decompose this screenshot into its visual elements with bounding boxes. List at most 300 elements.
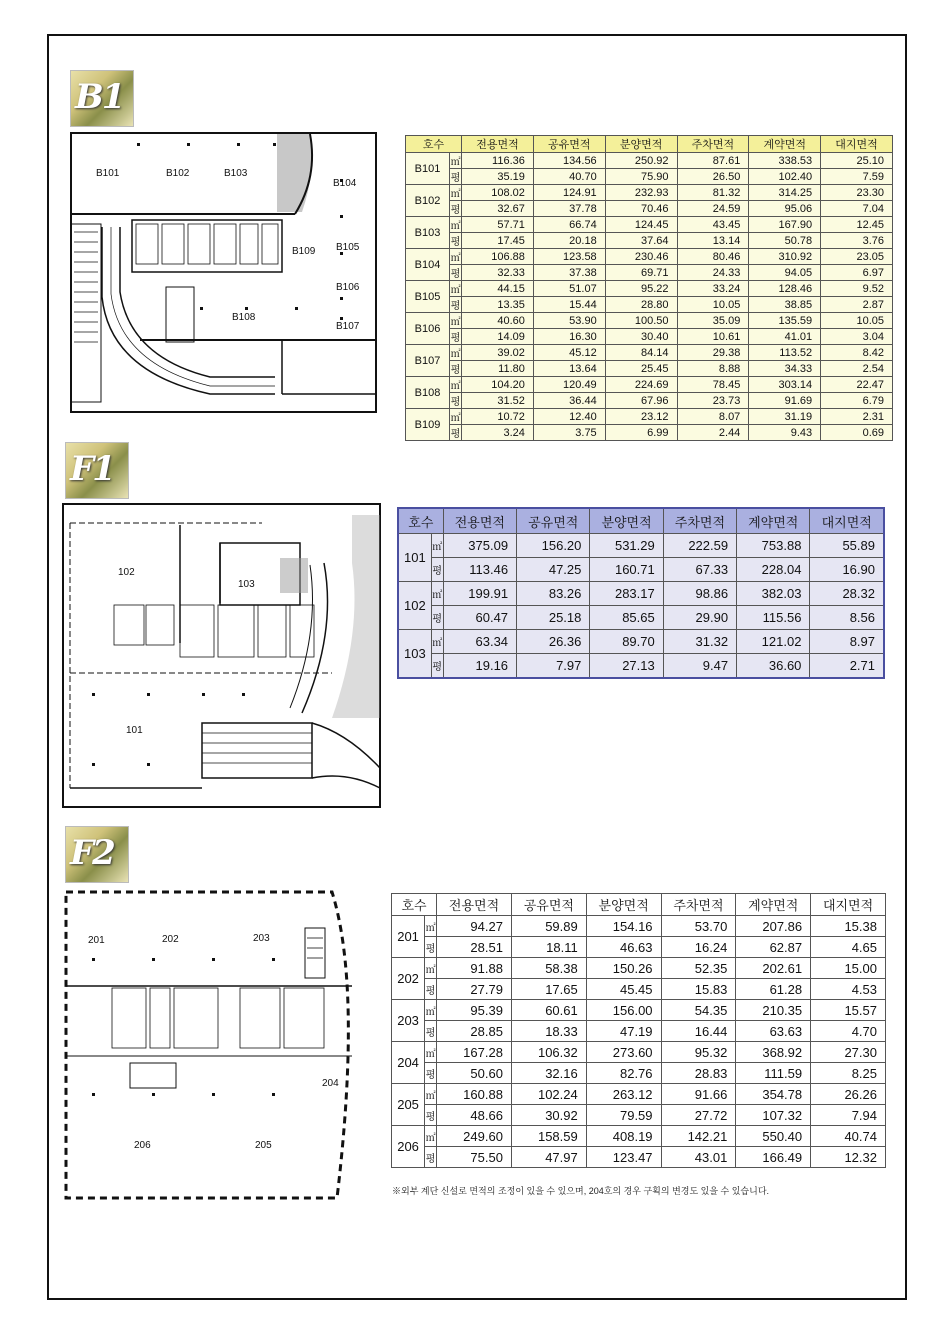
unit-number: B107 — [406, 345, 450, 377]
table-cell: 8.88 — [677, 361, 749, 377]
table-cell: 53.90 — [533, 313, 605, 329]
col-header: 계약면적 — [737, 508, 810, 534]
unit-sqm: ㎡ — [450, 345, 462, 361]
table-cell: 95.39 — [437, 1000, 512, 1021]
table-cell: 59.89 — [511, 916, 586, 937]
table-cell: 47.19 — [586, 1021, 661, 1042]
area-table-b1 — [405, 135, 893, 441]
table-cell: 57.71 — [462, 217, 534, 233]
unit-number: B109 — [406, 409, 450, 441]
col-header: 분양면적 — [590, 508, 663, 534]
table-cell: 375.09 — [443, 534, 516, 558]
table-cell: 50.78 — [749, 233, 821, 249]
col-header: 주차면적 — [661, 894, 736, 916]
table-cell: 30.92 — [511, 1105, 586, 1126]
plan-label-b106: B106 — [336, 282, 360, 293]
table-cell: 14.09 — [462, 329, 534, 345]
table-cell: 61.28 — [736, 979, 811, 1000]
table-row — [398, 558, 884, 582]
table-cell: 47.25 — [517, 558, 590, 582]
table-cell: 35.19 — [462, 169, 534, 185]
table-cell: 16.24 — [661, 937, 736, 958]
unit-pyeong: 평 — [450, 393, 462, 409]
plan-label-b101: B101 — [96, 168, 120, 179]
table-cell: 121.02 — [737, 630, 810, 654]
table-row — [398, 606, 884, 630]
table-cell: 50.60 — [437, 1063, 512, 1084]
table-cell: 26.36 — [517, 630, 590, 654]
table-cell: 8.07 — [677, 409, 749, 425]
floor-plan-f2 — [62, 888, 362, 1204]
table-header-row — [406, 136, 893, 153]
table-cell: 224.69 — [605, 377, 677, 393]
table-row — [406, 409, 893, 425]
table-cell: 199.91 — [443, 582, 516, 606]
table-cell: 83.26 — [517, 582, 590, 606]
table-cell: 107.32 — [736, 1105, 811, 1126]
table-cell: 37.64 — [605, 233, 677, 249]
table-cell: 531.29 — [590, 534, 663, 558]
unit-sqm: ㎡ — [450, 185, 462, 201]
unit-sqm: ㎡ — [425, 958, 437, 979]
table-row — [406, 345, 893, 361]
unit-number: B102 — [406, 185, 450, 217]
table-cell: 10.72 — [462, 409, 534, 425]
unit-sqm: ㎡ — [431, 534, 443, 558]
table-cell: 232.93 — [605, 185, 677, 201]
table-cell: 40.74 — [811, 1126, 886, 1147]
table-cell: 134.56 — [533, 153, 605, 169]
table-cell: 100.50 — [605, 313, 677, 329]
table-cell: 80.46 — [677, 249, 749, 265]
unit-pyeong: 평 — [450, 169, 462, 185]
unit-number: 202 — [392, 958, 425, 1000]
plan-label-b107: B107 — [336, 321, 360, 332]
table-cell: 104.20 — [462, 377, 534, 393]
unit-pyeong: 평 — [450, 201, 462, 217]
table-row — [392, 1042, 886, 1063]
unit-pyeong: 평 — [431, 558, 443, 582]
col-header: 계약면적 — [736, 894, 811, 916]
table-cell: 82.76 — [586, 1063, 661, 1084]
table-row — [392, 1105, 886, 1126]
table-cell: 37.78 — [533, 201, 605, 217]
table-cell: 40.60 — [462, 313, 534, 329]
table-cell: 382.03 — [737, 582, 810, 606]
table-row — [398, 630, 884, 654]
table-cell: 94.27 — [437, 916, 512, 937]
table-cell: 108.02 — [462, 185, 534, 201]
table-cell: 7.94 — [811, 1105, 886, 1126]
table-cell: 24.59 — [677, 201, 749, 217]
plan-label-b104: B104 — [333, 178, 357, 189]
table-cell: 27.30 — [811, 1042, 886, 1063]
table-cell: 2.54 — [821, 361, 893, 377]
unit-pyeong: 평 — [431, 654, 443, 679]
table-cell: 128.46 — [749, 281, 821, 297]
table-cell: 41.01 — [749, 329, 821, 345]
table-cell: 27.13 — [590, 654, 663, 679]
unit-number: 206 — [392, 1126, 425, 1168]
table-cell: 87.61 — [677, 153, 749, 169]
table-cell: 95.06 — [749, 201, 821, 217]
table-cell: 314.25 — [749, 185, 821, 201]
table-cell: 9.43 — [749, 425, 821, 441]
table-cell: 6.97 — [821, 265, 893, 281]
table-cell: 106.32 — [511, 1042, 586, 1063]
table-cell: 408.19 — [586, 1126, 661, 1147]
table-cell: 8.25 — [811, 1063, 886, 1084]
unit-number: B104 — [406, 249, 450, 281]
table-cell: 28.51 — [437, 937, 512, 958]
table-cell: 123.58 — [533, 249, 605, 265]
table-row — [392, 1084, 886, 1105]
table-cell: 106.88 — [462, 249, 534, 265]
table-cell: 85.65 — [590, 606, 663, 630]
unit-pyeong: 평 — [425, 1063, 437, 1084]
table-cell: 32.67 — [462, 201, 534, 217]
col-header: 분양면적 — [605, 136, 677, 153]
table-cell: 2.71 — [810, 654, 884, 679]
table-cell: 45.45 — [586, 979, 661, 1000]
unit-sqm: ㎡ — [450, 313, 462, 329]
table-row — [392, 916, 886, 937]
table-cell: 29.90 — [663, 606, 736, 630]
plan-label-204: 204 — [322, 1078, 339, 1089]
table-cell: 22.47 — [821, 377, 893, 393]
table-cell: 38.85 — [749, 297, 821, 313]
table-cell: 44.15 — [462, 281, 534, 297]
col-header: 공유면적 — [517, 508, 590, 534]
table-cell: 111.59 — [736, 1063, 811, 1084]
table-cell: 8.42 — [821, 345, 893, 361]
table-cell: 0.69 — [821, 425, 893, 441]
table-cell: 67.33 — [663, 558, 736, 582]
table-cell: 26.26 — [811, 1084, 886, 1105]
table-row — [398, 534, 884, 558]
col-header: 공유면적 — [511, 894, 586, 916]
table-cell: 124.91 — [533, 185, 605, 201]
table-cell: 36.44 — [533, 393, 605, 409]
table-cell: 95.32 — [661, 1042, 736, 1063]
table-row — [406, 425, 893, 441]
table-row — [406, 217, 893, 233]
table-cell: 29.38 — [677, 345, 749, 361]
table-cell: 34.33 — [749, 361, 821, 377]
unit-sqm: ㎡ — [450, 409, 462, 425]
plan-label-b109: B109 — [292, 246, 316, 257]
table-row — [406, 265, 893, 281]
table-cell: 9.52 — [821, 281, 893, 297]
table-cell: 63.34 — [443, 630, 516, 654]
table-cell: 66.74 — [533, 217, 605, 233]
table-cell: 53.70 — [661, 916, 736, 937]
table-cell: 16.30 — [533, 329, 605, 345]
table-cell: 36.60 — [737, 654, 810, 679]
table-cell: 23.12 — [605, 409, 677, 425]
table-cell: 13.35 — [462, 297, 534, 313]
table-cell: 3.76 — [821, 233, 893, 249]
table-cell: 160.88 — [437, 1084, 512, 1105]
table-cell: 89.70 — [590, 630, 663, 654]
table-cell: 23.30 — [821, 185, 893, 201]
table-cell: 250.92 — [605, 153, 677, 169]
table-cell: 12.45 — [821, 217, 893, 233]
area-table-f2 — [391, 893, 886, 1168]
unit-number: 201 — [392, 916, 425, 958]
table-cell: 263.12 — [586, 1084, 661, 1105]
table-cell: 58.38 — [511, 958, 586, 979]
table-cell: 43.01 — [661, 1147, 736, 1168]
table-cell: 91.66 — [661, 1084, 736, 1105]
plan-label-203: 203 — [253, 933, 270, 944]
table-cell: 753.88 — [737, 534, 810, 558]
table-cell: 12.40 — [533, 409, 605, 425]
table-cell: 354.78 — [736, 1084, 811, 1105]
table-cell: 160.71 — [590, 558, 663, 582]
unit-sqm: ㎡ — [425, 916, 437, 937]
table-cell: 16.44 — [661, 1021, 736, 1042]
table-cell: 7.04 — [821, 201, 893, 217]
table-cell: 47.97 — [511, 1147, 586, 1168]
table-cell: 3.04 — [821, 329, 893, 345]
plan-label-205: 205 — [255, 1140, 272, 1151]
unit-number: B103 — [406, 217, 450, 249]
unit-number: 101 — [398, 534, 431, 582]
col-header: 전용면적 — [437, 894, 512, 916]
floor-badge-f2: F2 — [65, 826, 129, 883]
table-cell: 69.71 — [605, 265, 677, 281]
table-cell: 51.07 — [533, 281, 605, 297]
table-row — [392, 937, 886, 958]
table-cell: 95.22 — [605, 281, 677, 297]
table-cell: 20.18 — [533, 233, 605, 249]
unit-sqm: ㎡ — [425, 1000, 437, 1021]
table-cell: 31.52 — [462, 393, 534, 409]
table-cell: 31.32 — [663, 630, 736, 654]
table-cell: 13.64 — [533, 361, 605, 377]
table-cell: 23.05 — [821, 249, 893, 265]
floor-plan-b1 — [70, 132, 378, 414]
unit-pyeong: 평 — [425, 1147, 437, 1168]
table-cell: 7.97 — [517, 654, 590, 679]
unit-sqm: ㎡ — [425, 1042, 437, 1063]
table-header-row — [392, 894, 886, 916]
table-cell: 28.80 — [605, 297, 677, 313]
plan-label-b105: B105 — [336, 242, 360, 253]
table-cell: 28.85 — [437, 1021, 512, 1042]
unit-sqm: ㎡ — [425, 1084, 437, 1105]
table-row — [392, 958, 886, 979]
table-cell: 62.87 — [736, 937, 811, 958]
unit-sqm: ㎡ — [450, 281, 462, 297]
table-cell: 78.45 — [677, 377, 749, 393]
table-cell: 4.70 — [811, 1021, 886, 1042]
table-cell: 7.59 — [821, 169, 893, 185]
table-cell: 63.63 — [736, 1021, 811, 1042]
col-header: 호수 — [398, 508, 443, 534]
table-cell: 13.14 — [677, 233, 749, 249]
table-cell: 8.56 — [810, 606, 884, 630]
col-header: 대지면적 — [810, 508, 884, 534]
unit-pyeong: 평 — [425, 1105, 437, 1126]
table-cell: 28.83 — [661, 1063, 736, 1084]
table-cell: 67.96 — [605, 393, 677, 409]
unit-number: 205 — [392, 1084, 425, 1126]
col-header: 대지면적 — [811, 894, 886, 916]
col-header: 전용면적 — [443, 508, 516, 534]
table-cell: 25.45 — [605, 361, 677, 377]
table-cell: 15.38 — [811, 916, 886, 937]
col-header: 분양면적 — [586, 894, 661, 916]
table-cell: 228.04 — [737, 558, 810, 582]
table-row — [406, 393, 893, 409]
table-cell: 102.40 — [749, 169, 821, 185]
table-cell: 70.46 — [605, 201, 677, 217]
table-row — [406, 233, 893, 249]
table-cell: 166.49 — [736, 1147, 811, 1168]
table-cell: 2.31 — [821, 409, 893, 425]
table-cell: 15.00 — [811, 958, 886, 979]
table-cell: 35.09 — [677, 313, 749, 329]
table-cell: 75.90 — [605, 169, 677, 185]
unit-number: B108 — [406, 377, 450, 409]
table-row — [406, 153, 893, 169]
table-cell: 10.05 — [821, 313, 893, 329]
floor-badge-f1: F1 — [65, 442, 129, 499]
table-cell: 30.40 — [605, 329, 677, 345]
unit-number: 204 — [392, 1042, 425, 1084]
unit-number: B101 — [406, 153, 450, 185]
table-row — [392, 1063, 886, 1084]
table-cell: 81.32 — [677, 185, 749, 201]
table-cell: 9.47 — [663, 654, 736, 679]
table-cell: 4.65 — [811, 937, 886, 958]
table-cell: 94.05 — [749, 265, 821, 281]
table-cell: 249.60 — [437, 1126, 512, 1147]
table-row — [406, 185, 893, 201]
table-cell: 55.89 — [810, 534, 884, 558]
table-cell: 16.90 — [810, 558, 884, 582]
col-header: 계약면적 — [749, 136, 821, 153]
table-row — [406, 361, 893, 377]
table-cell: 19.16 — [443, 654, 516, 679]
table-cell: 116.36 — [462, 153, 534, 169]
table-cell: 52.35 — [661, 958, 736, 979]
table-cell: 10.05 — [677, 297, 749, 313]
plan-label-b102: B102 — [166, 168, 190, 179]
unit-number: B106 — [406, 313, 450, 345]
unit-sqm: ㎡ — [450, 249, 462, 265]
table-cell: 135.59 — [749, 313, 821, 329]
table-cell: 8.97 — [810, 630, 884, 654]
table-cell: 6.99 — [605, 425, 677, 441]
table-cell: 60.61 — [511, 1000, 586, 1021]
table-body — [398, 534, 884, 679]
table-row — [406, 201, 893, 217]
col-header: 주차면적 — [677, 136, 749, 153]
table-row — [406, 329, 893, 345]
table-cell: 79.59 — [586, 1105, 661, 1126]
unit-pyeong: 평 — [425, 1021, 437, 1042]
table-cell: 156.00 — [586, 1000, 661, 1021]
unit-number: 102 — [398, 582, 431, 630]
table-cell: 550.40 — [736, 1126, 811, 1147]
table-cell: 60.47 — [443, 606, 516, 630]
table-cell: 91.69 — [749, 393, 821, 409]
table-cell: 4.53 — [811, 979, 886, 1000]
table-cell: 26.50 — [677, 169, 749, 185]
table-row — [406, 169, 893, 185]
unit-pyeong: 평 — [450, 297, 462, 313]
table-cell: 98.86 — [663, 582, 736, 606]
table-cell: 167.28 — [437, 1042, 512, 1063]
table-cell: 210.35 — [736, 1000, 811, 1021]
table-header-row — [398, 508, 884, 534]
floor-badge-b1: B1 — [70, 70, 134, 127]
table-body — [392, 916, 886, 1168]
unit-pyeong: 평 — [431, 606, 443, 630]
unit-sqm: ㎡ — [450, 217, 462, 233]
table-cell: 113.46 — [443, 558, 516, 582]
table-row — [392, 979, 886, 1000]
table-row — [406, 249, 893, 265]
table-cell: 25.10 — [821, 153, 893, 169]
table-cell: 18.33 — [511, 1021, 586, 1042]
unit-number: 203 — [392, 1000, 425, 1042]
table-cell: 46.63 — [586, 937, 661, 958]
table-cell: 17.65 — [511, 979, 586, 1000]
table-cell: 3.24 — [462, 425, 534, 441]
unit-pyeong: 평 — [450, 265, 462, 281]
table-cell: 23.73 — [677, 393, 749, 409]
table-cell: 18.11 — [511, 937, 586, 958]
table-row — [392, 1000, 886, 1021]
plan-label-202: 202 — [162, 934, 179, 945]
table-cell: 230.46 — [605, 249, 677, 265]
table-cell: 10.61 — [677, 329, 749, 345]
floor-plan-f1 — [62, 503, 382, 809]
plan-label-b108: B108 — [232, 312, 256, 323]
table-cell: 156.20 — [517, 534, 590, 558]
table-cell: 150.26 — [586, 958, 661, 979]
plan-label-201: 201 — [88, 935, 105, 946]
col-header: 호수 — [392, 894, 437, 916]
unit-pyeong: 평 — [450, 329, 462, 345]
table-cell: 2.44 — [677, 425, 749, 441]
unit-sqm: ㎡ — [450, 377, 462, 393]
unit-sqm: ㎡ — [431, 582, 443, 606]
table-cell: 91.88 — [437, 958, 512, 979]
unit-pyeong: 평 — [450, 233, 462, 249]
table-cell: 28.32 — [810, 582, 884, 606]
table-cell: 11.80 — [462, 361, 534, 377]
area-table-f1 — [397, 507, 885, 679]
table-cell: 32.16 — [511, 1063, 586, 1084]
table-cell: 6.79 — [821, 393, 893, 409]
table-row — [398, 654, 884, 679]
table-row — [406, 297, 893, 313]
table-cell: 222.59 — [663, 534, 736, 558]
col-header: 전용면적 — [462, 136, 534, 153]
table-cell: 283.17 — [590, 582, 663, 606]
table-row — [392, 1021, 886, 1042]
table-cell: 158.59 — [511, 1126, 586, 1147]
table-cell: 32.33 — [462, 265, 534, 281]
table-cell: 368.92 — [736, 1042, 811, 1063]
table-cell: 27.79 — [437, 979, 512, 1000]
col-header: 공유면적 — [533, 136, 605, 153]
